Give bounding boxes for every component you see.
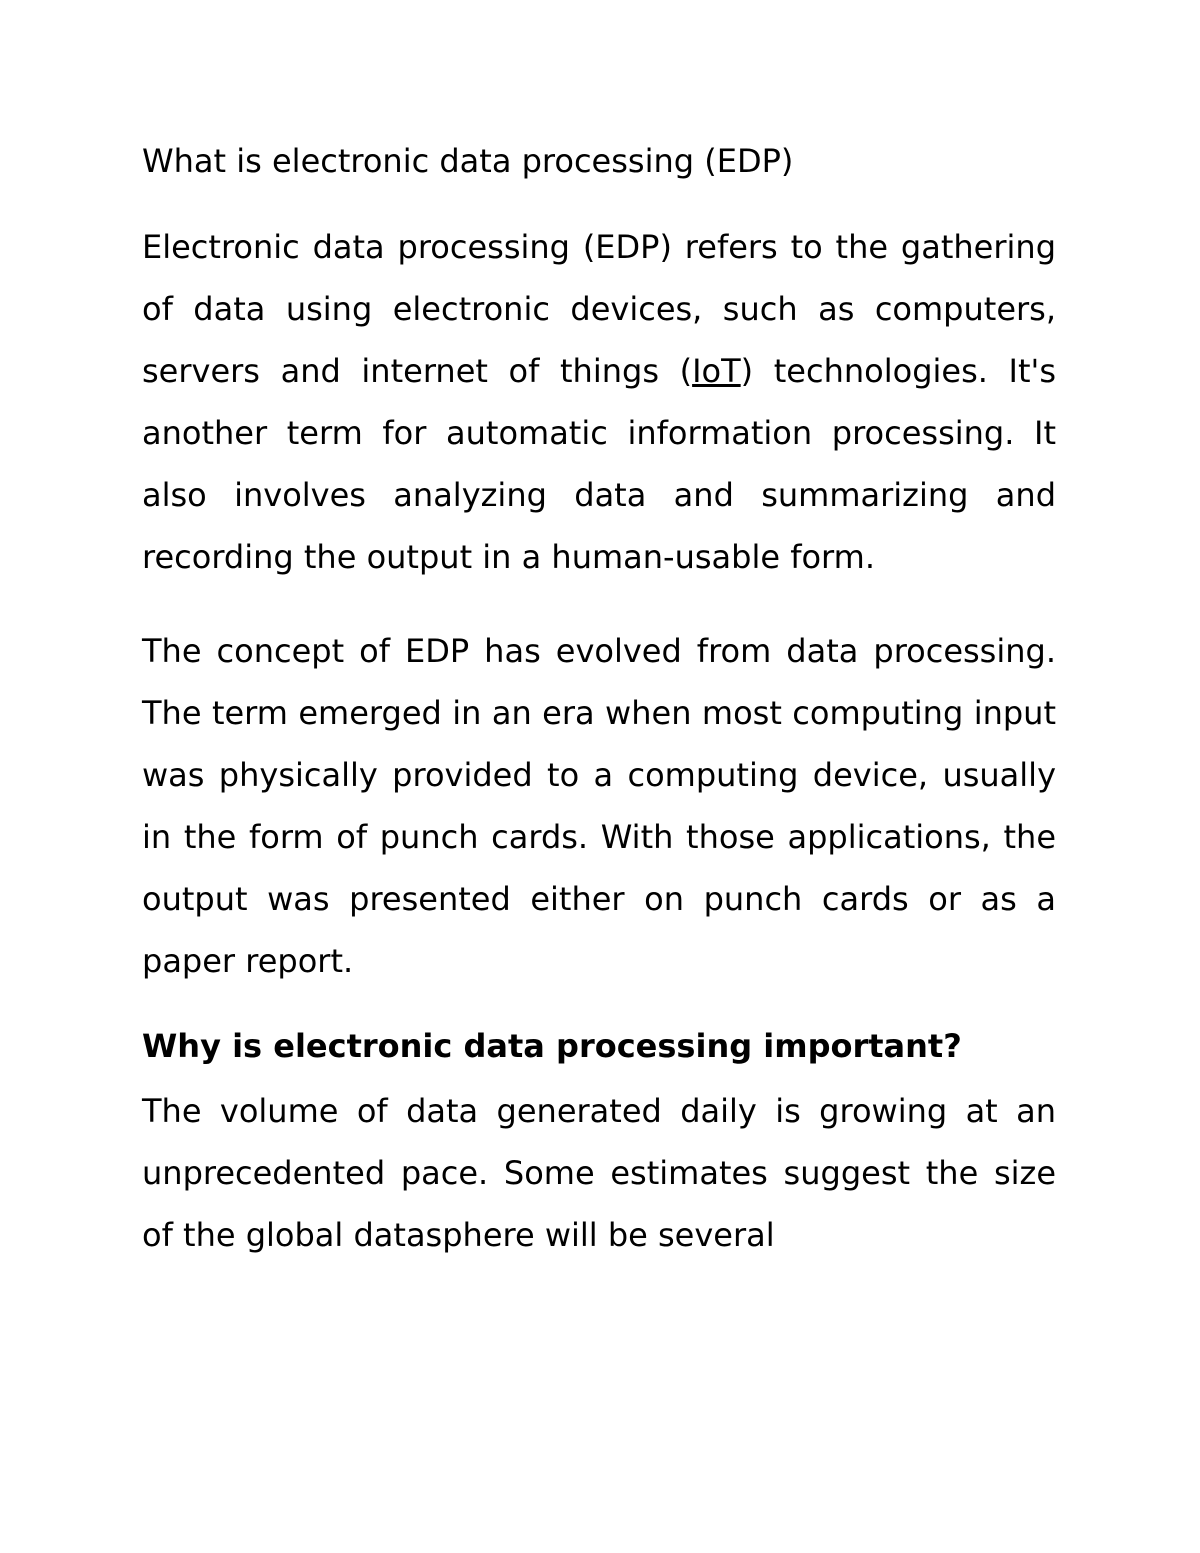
paragraph-edp-definition-text-end: ) technologies. It's another term for automatic information processing. It also involves analyzing data and summarizing and recording the output in a human-usable form. bbox=[142, 352, 1057, 576]
paragraph-edp-definition-text-start: Electronic data processing (EDP) refers to the gathering of data using electronic devices, such as computers, servers and internet of things ( bbox=[142, 228, 1056, 390]
iot-link[interactable]: IoT bbox=[692, 352, 741, 390]
paragraph-edp-history: The concept of EDP has evolved from data processing. The term emerged in an era when most computing input was physically provided to a computing device, usually in the form of punch cards. With those applications, the output was presented either on punch cards or as a paper report. bbox=[142, 632, 1056, 980]
paragraph-edp-definition bbox=[142, 216, 1056, 588]
document-page bbox=[142, 138, 1056, 1298]
document-title: What is electronic data processing (EDP) bbox=[142, 142, 794, 180]
paragraph-data-volume: The volume of data generated daily is growing at an unprecedented pace. Some estimates suggest the size of the global datasphere will be several bbox=[142, 1092, 1056, 1254]
section-heading-importance: Why is electronic data processing important? bbox=[142, 1027, 962, 1065]
